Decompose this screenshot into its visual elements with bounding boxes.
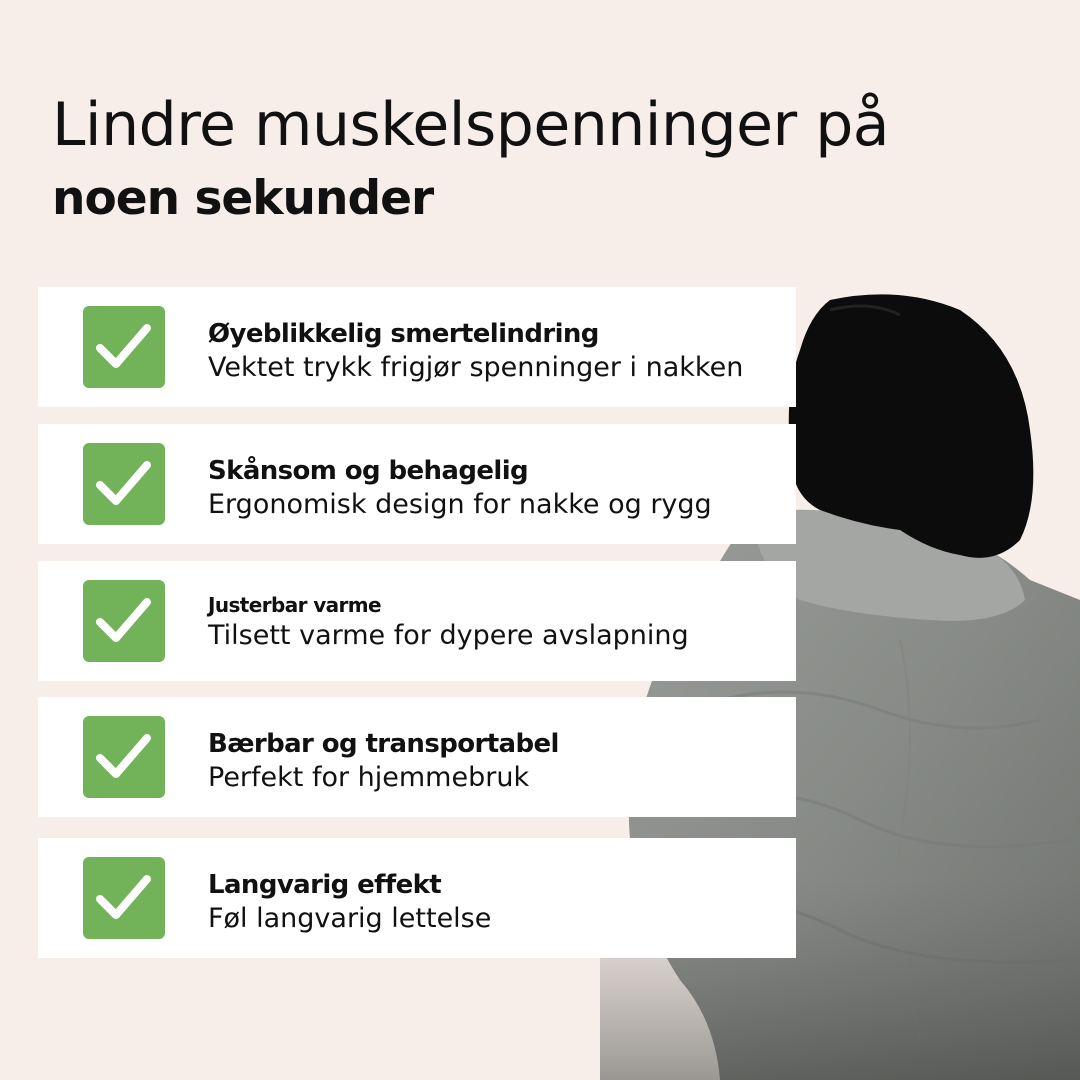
feature-row-3 [38, 561, 796, 681]
feature-row-2 [38, 424, 796, 544]
feature-subtitle: Perfekt for hjemmebruk [208, 762, 530, 793]
feature-title: Justerbar varme [208, 593, 382, 617]
feature-subtitle: Vektet trykk frigjør spenninger i nakken [208, 352, 744, 383]
checkmark-icon [83, 580, 165, 662]
checkmark-icon [83, 443, 165, 525]
checkmark-icon [83, 857, 165, 939]
checkmark-icon [83, 716, 165, 798]
headline-line-1: Lindre muskelspenninger på [52, 90, 890, 160]
feature-title: Bærbar og transportabel [208, 729, 559, 759]
feature-subtitle: Tilsett varme for dypere avslapning [208, 620, 689, 651]
headline [52, 82, 889, 230]
feature-title: Langvarig effekt [208, 870, 442, 900]
checkmark-icon [83, 306, 165, 388]
feature-subtitle: Føl langvarig lettelse [208, 903, 492, 934]
feature-row-1 [38, 287, 796, 407]
headline-line-2: noen sekunder [52, 171, 434, 226]
feature-title: Skånsom og behagelig [208, 456, 529, 486]
feature-row-4 [38, 697, 796, 817]
feature-row-5 [38, 838, 796, 958]
feature-title: Øyeblikkelig smertelindring [208, 319, 599, 349]
feature-subtitle: Ergonomisk design for nakke og rygg [208, 489, 712, 520]
